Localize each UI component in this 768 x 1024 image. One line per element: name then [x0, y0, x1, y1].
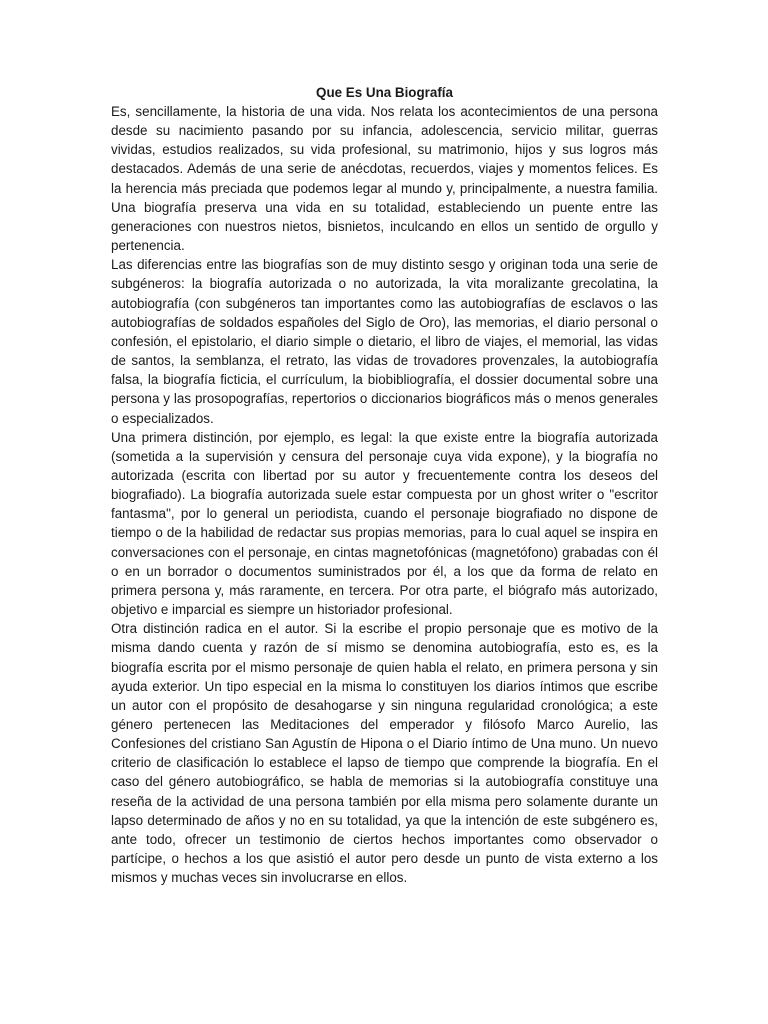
- document-title: Que Es Una Biografía: [316, 85, 453, 100]
- paragraph-author-distinction: Otra distinción radica en el autor. Si la escribe el propio personaje que es motivo de la misma dando cuenta y razón de sí mismo se denomina autobiografía, esto es, es la biografía escrita por el mismo personaje de quien habla el relato, en primera persona y sin ayuda exterior. Un tipo especial en la misma lo constituyen los diarios íntimos que escribe un autor con el propósito de desahogarse y sin ninguna regularidad cronológica; a este género pertenecen las Meditaciones del emperador y filósofo Marco Aurelio, las Confesiones del cristiano San Agustín de Hipona o el Diario íntimo de Una muno. Un nuevo criterio de clasificación lo establece el lapso de tiempo que comprende la biografía. En el caso del género autobiográfico, se habla de memorias si la autobiografía constituye una reseña de la actividad de una persona también por ella misma pero solamente durante un lapso determinado de años y no en su totalidad, ya que la intención de este subgénero es, ante todo, ofrecer un testimonio de ciertos hechos importantes como observador o partícipe, o hechos a los que asistió el autor pero desde un punto de vista externo a los mismos y muchas veces sin involucrarse en ellos.: [111, 621, 658, 886]
- paragraph-subgenres: Las diferencias entre las biografías son de muy distinto sesgo y originan toda una serie de subgéneros: la biografía autorizada o no autorizada, la vita moralizante grecolatina, la autobiografía (con subgéneros tan importantes como las autobiografías de esclavos o las autobiografías de soldados españoles del Siglo de Oro), las memorias, el diario personal o confesión, el epistolario, el diario simple o dietario, el libro de viajes, el memorial, las vidas de santos, la semblanza, el retrato, las vidas de trovadores provenzales, la autobiografía falsa, la biografía ficticia, el currículum, la biobibliografía, el dossier documental sobre una persona y las prosopografías, repertorios o diccionarios biográficos más o menos generales o especializados.: [111, 257, 658, 426]
- paragraph-legal-distinction: Una primera distinción, por ejemplo, es legal: la que existe entre la biografía autorizada (sometida a la supervisión y censura del personaje cuya vida expone), y la biografía no autorizada (escrita con libertad por su autor y frecuentemente contra los deseos del biografiado). La biografía autorizada suele estar compuesta por un ghost writer o "escritor fantasma", por lo general un periodista, cuando el personaje biografiado no dispone de tiempo o de la habilidad de redactar sus propias memorias, para lo cual aquel se inspira en conversaciones con el personaje, en cintas magnetofónicas (magnetófono) grabadas con él o en un borrador o documentos suministrados por él, a los que da forma de relato en primera persona y, más raramente, en tercera. Por otra parte, el biógrafo más autorizado, objetivo e imparcial es siempre un historiador profesional.: [111, 429, 658, 618]
- paragraph-definition: Es, sencillamente, la historia de una vida. Nos relata los acontecimientos de una persona desde su nacimiento pasando por su infancia, adolescencia, servicio militar, guerras vividas, estudios realizados, su vida profesional, su matrimonio, hijos y sus logros más destacados. Además de una serie de anécdotas, recuerdos, viajes y momentos felices. Es la herencia más preciada que podemos legar al mundo y, principalmente, a nuestra familia. Una biografía preserva una vida en su totalidad, estableciendo un puente entre las generaciones con nuestros nietos, bisnietos, inculcando en ellos un sentido de orgullo y pertenencia.: [111, 104, 658, 254]
